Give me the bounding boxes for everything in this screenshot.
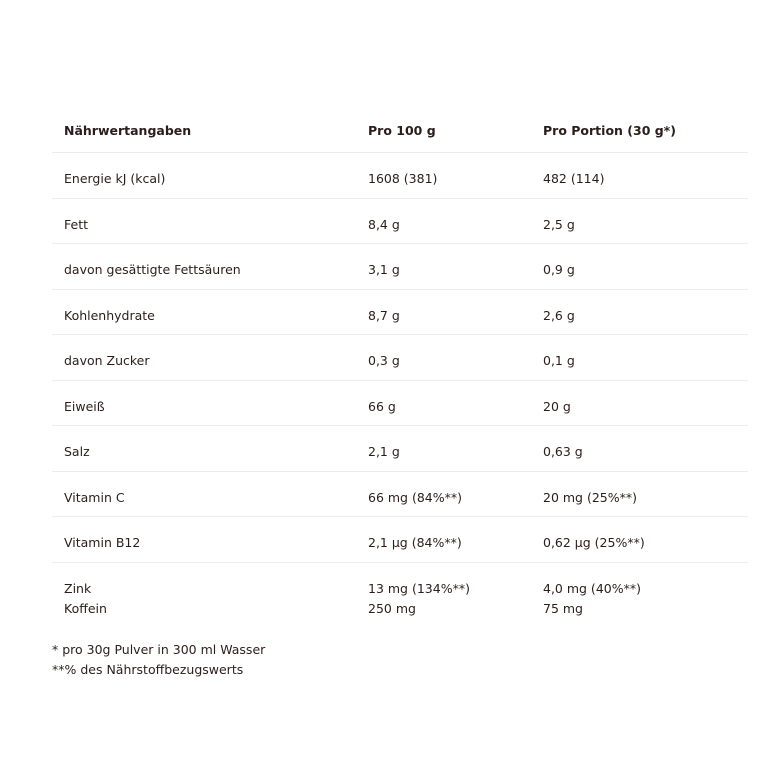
value-per-portion: 482 (114) bbox=[543, 171, 605, 186]
table-row bbox=[52, 517, 748, 563]
value-per-portion: 0,63 g bbox=[543, 444, 583, 459]
value-per-100g: 8,7 g bbox=[368, 307, 400, 323]
value-per-100g: 66 mg (84%**) bbox=[368, 489, 463, 505]
header-nutrient: Nährwertangaben bbox=[64, 123, 192, 138]
nutrient-name: Salz bbox=[64, 444, 90, 459]
value-per-100g: 0,3 g bbox=[368, 353, 400, 368]
table-row bbox=[52, 426, 748, 472]
nutrient-name: davon Zucker bbox=[64, 353, 150, 368]
value-per-portion: 0,9 g bbox=[543, 262, 575, 277]
value-per-100g-zink: 13 mg (134%**) bbox=[368, 580, 470, 596]
table-row bbox=[52, 472, 748, 518]
nutrient-name: Eiweiß bbox=[64, 398, 105, 414]
table-row bbox=[52, 244, 748, 290]
nutrient-name: Energie kJ (kcal) bbox=[64, 171, 166, 186]
nutrient-name: Kohlenhydrate bbox=[64, 307, 155, 323]
table-header-row bbox=[52, 108, 748, 153]
value-per-portion: 0,62 µg (25%**) bbox=[543, 535, 645, 550]
header-per-portion: Pro Portion (30 g*) bbox=[543, 123, 676, 138]
value-per-100g: 3,1 g bbox=[368, 262, 400, 277]
value-per-portion: 0,1 g bbox=[543, 353, 575, 368]
value-per-portion: 2,6 g bbox=[543, 307, 575, 323]
header-per-100g: Pro 100 g bbox=[368, 123, 436, 138]
value-per-100g: 2,1 µg (84%**) bbox=[368, 535, 462, 550]
value-per-portion bbox=[543, 579, 641, 619]
footnotes bbox=[52, 640, 265, 680]
nutrient-name: Vitamin B12 bbox=[64, 535, 141, 550]
table-row bbox=[52, 381, 748, 427]
nutrient-name: davon gesättigte Fettsäuren bbox=[64, 262, 241, 277]
footnote-portion: * pro 30g Pulver in 300 ml Wasser bbox=[52, 642, 266, 657]
table-row bbox=[52, 335, 748, 381]
table-row bbox=[52, 199, 748, 245]
footnote-reference-intake: **% des Nährstoffbezugswerts bbox=[52, 662, 244, 677]
nutrient-name: Fett bbox=[64, 216, 88, 232]
nutrient-name-koffein: Koffein bbox=[64, 600, 107, 616]
value-per-100g bbox=[368, 579, 470, 619]
nutrient-name: Vitamin C bbox=[64, 489, 125, 505]
value-per-100g: 8,4 g bbox=[368, 216, 400, 232]
nutrient-name-zink: Zink bbox=[64, 580, 92, 596]
value-per-portion-zink: 4,0 mg (40%**) bbox=[543, 580, 641, 596]
value-per-100g: 1608 (381) bbox=[368, 171, 438, 186]
value-per-100g: 2,1 g bbox=[368, 444, 400, 459]
value-per-portion: 20 mg (25%**) bbox=[543, 489, 638, 505]
table-row bbox=[52, 290, 748, 336]
value-per-portion: 2,5 g bbox=[543, 216, 575, 232]
value-per-100g-koffein: 250 mg bbox=[368, 600, 416, 616]
value-per-portion-koffein: 75 mg bbox=[543, 600, 583, 616]
table-row-zink-koffein bbox=[52, 563, 748, 627]
nutrient-name bbox=[64, 579, 107, 619]
value-per-100g: 66 g bbox=[368, 398, 396, 414]
value-per-portion: 20 g bbox=[543, 398, 571, 414]
nutrition-table bbox=[52, 108, 748, 627]
table-row bbox=[52, 153, 748, 199]
